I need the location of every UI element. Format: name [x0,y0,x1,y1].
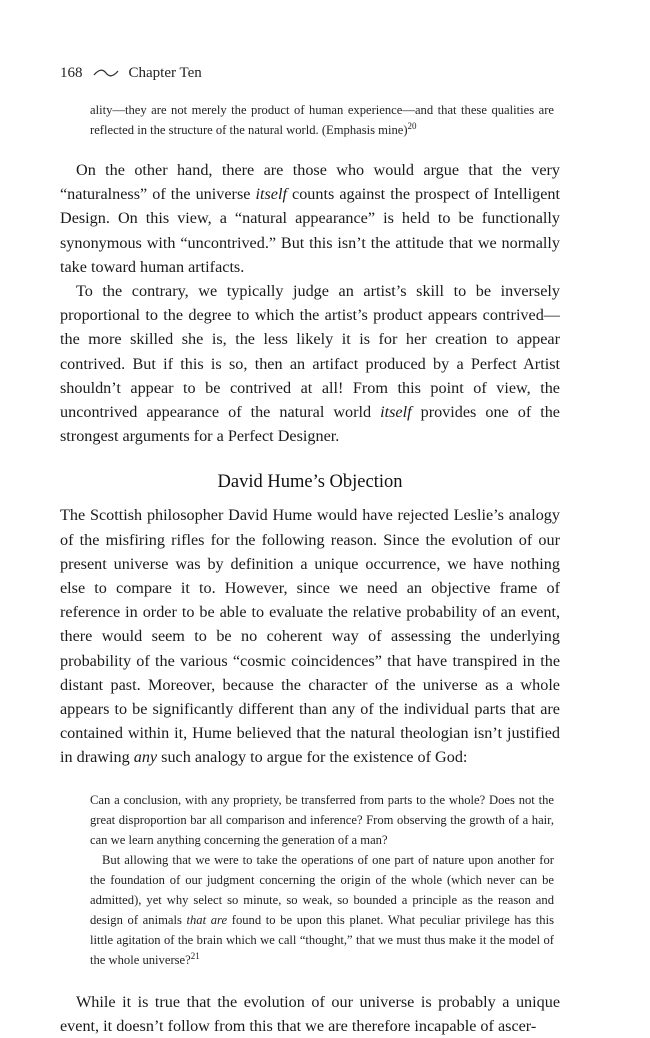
block-quote-2-p1: Can a conclusion, with any propriety, be transferred from parts to the whole? Does not the great disproportion bar all comparison and inference? From observing the growth of a hair, can we learn anything concerning the generation of a man? [90,792,554,847]
block-quote-2 [90,790,554,970]
chapter-title: Chapter Ten [128,64,202,81]
book-page [60,62,560,1038]
body-section-3 [60,990,560,1038]
paragraph-3: The Scottish philosopher David Hume would have rejected Leslie’s analogy of the misfiring rifles for the following reason. Since the evolution of our present universe was by definition a unique occurrence, we have nothing else to compare it to. However, since we need an objective frame of reference in order to be able to evaluate the relative probability of an event, there would seem to be no coherent way of assessing the underlying probability of the various “cosmic coincidences” that have transpired in the distant past. Moreover, because the character of the universe as a whole appears to be significantly different than any of the individual parts that are contained within it, Hume believed that the natural theologian isn’t justified in drawing any such analogy to argue for the existence of God: [60,506,560,767]
tilde-ornament-icon [93,68,119,78]
paragraph-2: To the contrary, we typically judge an artist’s skill to be inversely proportional to the degree to which the artist’s product appears contrived—the more skilled she is, the less likely it is for her creation to appear contrived. But if this is so, then an artifact produced by a Perfect Artist shouldn’t appear to be contrived at all! From this point of view, the uncontrived appearance of the natural world itself provides one of the strongest arguments for a Perfect Designer. [60,282,560,446]
block-quote-1 [90,100,554,140]
section-heading: David Hume’s Objection [217,472,403,493]
block-quote-1-text: ality—they are not merely the product of human experience—and that these qualities are reflected in the structure of the natural world. (Emphasis mine)$^{20}$ [90,103,554,137]
page-number: 168 [60,64,83,81]
footnote-ref-20: 20 [407,120,417,131]
body-section-2 [60,503,560,769]
footnote-ref-21: 21 [190,950,200,961]
running-head [60,62,560,84]
paragraph-4: While it is true that the evolution of our universe is probably a unique event, it doesn’t follow from this that we are therefore incapable of ascer- [60,992,560,1035]
paragraph-1: On the other hand, there are those who would argue that the very “naturalness” of the universe itself counts against the prospect of Intelligent Design. On this view, a “natural appearance” is held to be functionally synonymous with “uncontrived.” But this isn’t the attitude that we normally take toward human artifacts. [60,161,560,276]
block-quote-2-p2: But allowing that we were to take the operations of one part of nature upon another for the foundation of our judgment concerning the origin of the whole (which never can be admitted), yet why select so minute, so weak, so bounded a principle as the reason and design of animals that are found to be upon this planet. What peculiar privilege has this little agitation of the brain which we call “thought,” that we must thus make it the model of the whole universe?$^{21}$ [90,852,555,967]
body-section-1 [60,158,560,448]
